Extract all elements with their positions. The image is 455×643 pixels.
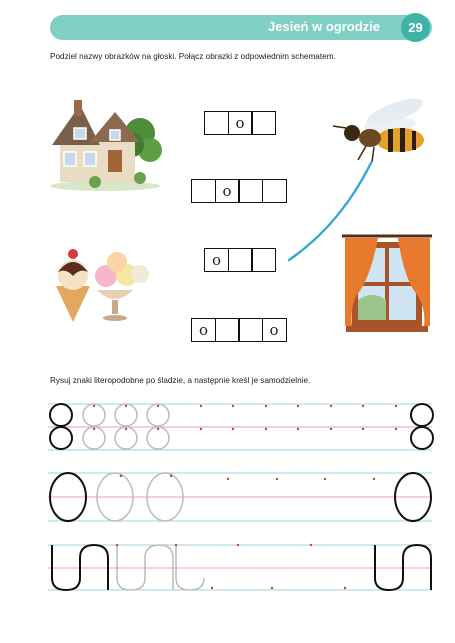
bee-picture[interactable] [333,93,426,162]
writing-row-ovals[interactable] [48,473,432,521]
page-title: Jesień w ogrodzie [268,19,380,34]
writing-row-eights[interactable] [48,404,433,450]
scheme-cell: o [191,318,216,342]
scheme-cell: o [262,318,287,342]
window-picture[interactable] [342,236,432,332]
ice-cream-picture[interactable] [56,249,149,322]
scheme-cell: o [204,248,229,272]
house-picture[interactable] [50,100,162,191]
scheme-cell: o [228,111,253,135]
exercise1-instruction: Podziel nazwy obrazków na głoski. Połącz obrazki z odpowiednim schematem. [50,52,336,61]
exercise2-instruction: Rysuj znaki literopodobne po śladzie, a następnie kreśl je samodzielnie. [50,376,311,385]
page-number-badge: 29 [401,13,430,42]
writing-row-un[interactable] [48,544,432,590]
scheme-cell: o [215,179,240,203]
